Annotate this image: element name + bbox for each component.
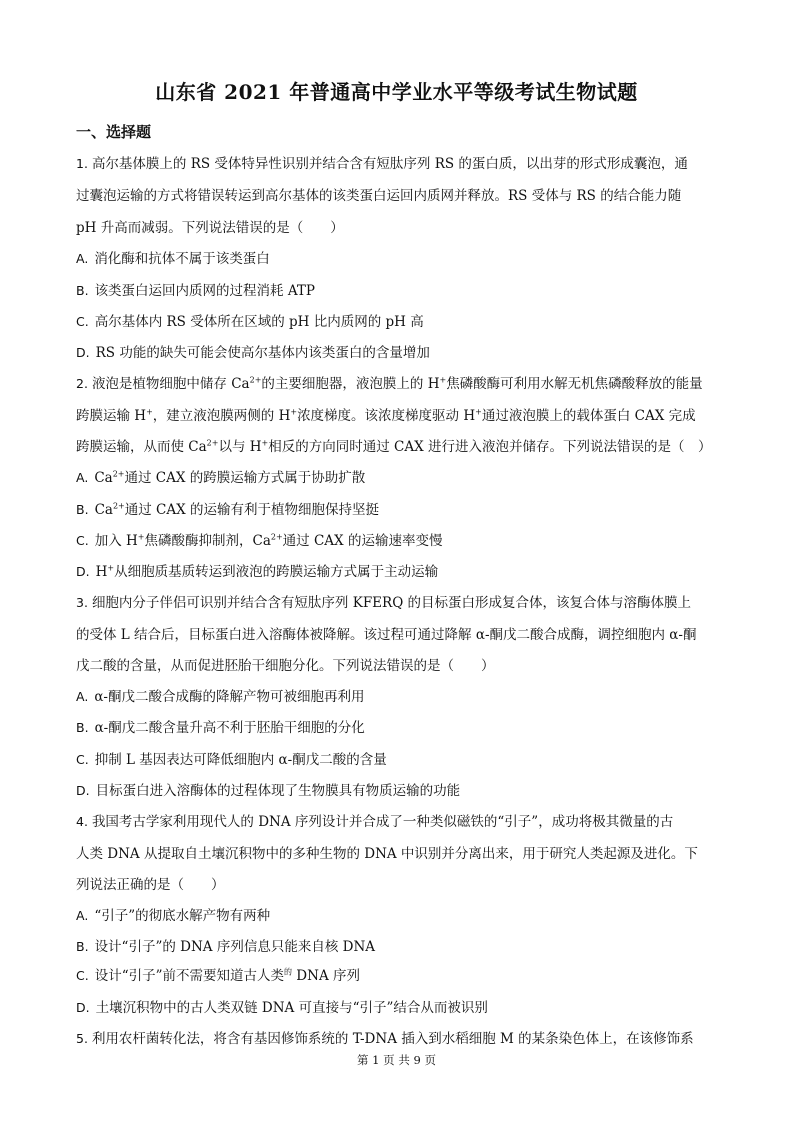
question-2-option-c: C. 加入 H+焦磷酸酶抑制剂，$Ca^{2+}$通过 CAX 的运输速率变慢 xyxy=(76,532,443,549)
question-4-option-a: A. “引子”的彻底水解产物有两种 xyxy=(76,908,271,924)
question-2-option-a: A. $Ca^{2+}$通过 CAX 的跨膜运输方式属于协助扩散 xyxy=(76,469,366,486)
question-number: 1. xyxy=(76,156,88,171)
question-4-line-3: 列说法正确的是（ ） xyxy=(76,877,225,893)
question-3-option-c: C. 抑制 L 基因表达可降低细胞内 α-酮戊二酸的含量 xyxy=(76,752,387,768)
question-4-option-c: C. 设计“引子”前不需要知道古人类$^的$ DNA 序列 xyxy=(76,967,360,984)
question-4-line-1: 4. 我国考古学家利用现代人的 DNA 序列设计并合成了一种类似磁铁的“引子”，成功将极其微量的古 xyxy=(76,814,674,830)
question-3-option-d: D. 目标蛋白进入溶酶体的过程体现了生物膜具有物质运输的功能 xyxy=(76,783,461,799)
question-2-line-2: 跨膜运输 H+，建立液泡膜两侧的 H+浓度梯度。该浓度梯度驱动 H+通过液泡膜上的载体蛋白 CAX 完成 xyxy=(76,407,696,424)
question-2-line-3: 跨膜运输，从而使 $Ca^{2+}$以与 H+相反的方向同时通过 CAX 进行进入液泡并储存。下列说法错误的是（ ） xyxy=(76,438,712,455)
question-1-line-3: pH 升高而减弱。下列说法错误的是（ ） xyxy=(76,220,344,236)
question-1-line-2: 过囊泡运输的方式将错误转运到高尔基体的该类蛋白运回内质网并释放。RS 受体与 RS 的结合能力随 xyxy=(76,188,682,204)
question-1-line-1: 1. 高尔基体膜上的 RS 受体特异性识别并结合含有短肽序列 RS 的蛋白质，以出芽的形式形成囊泡，通 xyxy=(76,156,688,172)
question-4-line-2: 人类 DNA 从提取自土壤沉积物中的多种生物的 DNA 中识别并分离出来，用于研究人类起源及进化。下 xyxy=(76,846,698,862)
question-4-option-d: D. 土壤沉积物中的古人类双链 DNA 可直接与“引子”结合从而被识别 xyxy=(76,1000,488,1016)
question-3-line-3: 戊二酸的含量，从而促进胚胎干细胞分化。下列说法错误的是（ ） xyxy=(76,658,495,674)
question-3-line-2: 的受体 L 结合后，目标蛋白进入溶酶体被降解。该过程可通过降解 α-酮戊二酸合成酶，调控细胞内 α-酮 xyxy=(76,627,697,643)
question-4-option-b: B. 设计“引子”的 DNA 序列信息只能来自核 DNA xyxy=(76,939,376,955)
question-3-line-1: 3. 细胞内分子伴侣可识别并结合含有短肽序列 KFERQ 的目标蛋白形成复合体，该复合体与溶酶体膜上 xyxy=(76,595,692,611)
question-2-line-1: 2. 液泡是植物细胞中储存 $Ca^{2+}$的主要细胞器，液泡膜上的 H+焦磷酸酶可利用水解无机焦磷酸释放的能量 xyxy=(76,375,703,392)
question-1-option-b: B. 该类蛋白运回内质网的过程消耗 ATP xyxy=(76,283,315,299)
question-3-option-b: B. α-酮戊二酸含量升高不利于胚胎干细胞的分化 xyxy=(76,720,365,736)
question-2-option-d: D. H+从细胞质基质转运到液泡的跨膜运输方式属于主动运输 xyxy=(76,563,439,580)
question-1-option-a: A. 消化酶和抗体不属于该类蛋白 xyxy=(76,251,270,267)
question-2-option-b: B. $Ca^{2+}$通过 CAX 的运输有利于植物细胞保持坚挺 xyxy=(76,501,380,518)
page-footer: 第 1 页 共 9 页 xyxy=(357,1053,436,1067)
question-3-option-a: A. α-酮戊二酸合成酶的降解产物可被细胞再利用 xyxy=(76,689,365,705)
question-5-line-1: 5. 利用农杆菌转化法，将含有基因修饰系统的 T-DNA 插入到水稻细胞 M 的某条染色体上，在该修饰系 xyxy=(76,1031,694,1047)
question-1-option-c: C. 高尔基体内 RS 受体所在区域的 pH 比内质网的 pH 高 xyxy=(76,314,424,330)
page-title: 山东省 2021 年普通高中学业水平等级考试生物试题 xyxy=(155,80,638,104)
section-heading: 一、选择题 xyxy=(76,123,152,141)
question-1-option-d: D. RS 功能的缺失可能会使高尔基体内该类蛋白的含量增加 xyxy=(76,345,430,361)
